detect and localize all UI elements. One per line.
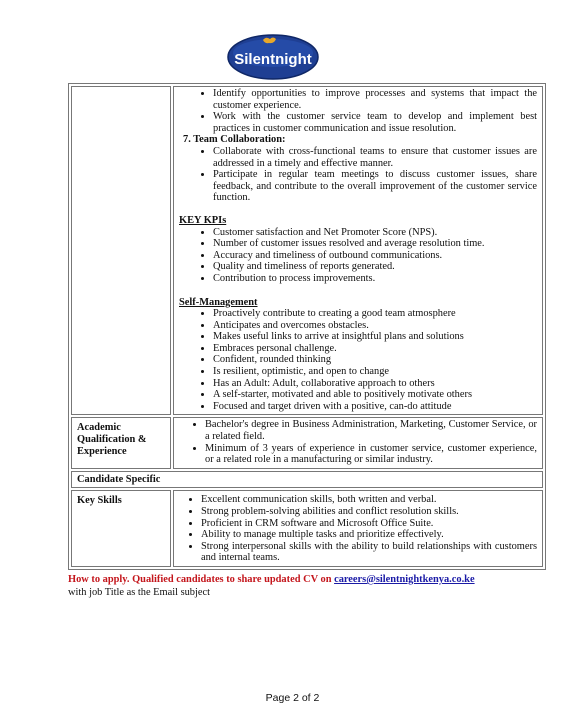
logo-wordmark: Silentnight	[234, 51, 312, 68]
list-item: • Participate in regular team meetings to discuss customer issues, share feedback, and contribute to the overall improvement of the customer service function.	[213, 169, 537, 204]
list-item: • Proactively contribute to creating a good team atmosphere	[213, 308, 537, 320]
kpis-heading: KEY KPIs	[179, 214, 227, 226]
list-item: • Proficient in CRM software and Microsoft Office Suite.	[201, 518, 537, 530]
candidate-specific-label: Candidate Specific	[71, 471, 543, 489]
responsibilities-content-cell	[173, 86, 543, 415]
kpis-list	[179, 227, 537, 285]
self-management-heading: Self-Management	[179, 296, 258, 308]
list-item: • Accuracy and timeliness of outbound communications.	[213, 250, 537, 262]
list-item: • Quality and timeliness of reports generated.	[213, 261, 537, 273]
how-to-apply	[68, 573, 548, 599]
company-logo	[227, 34, 319, 80]
job-description-table	[68, 83, 546, 570]
self-management-list	[179, 308, 537, 412]
silentnight-logo-graphic	[227, 34, 319, 80]
list-item: • Minimum of 3 years of experience in customer service, customer experience, or a related role in a manufacturing or similar industry.	[205, 443, 537, 466]
responsibilities-label-cell	[71, 86, 171, 415]
how-to-apply-text: How to apply. Qualified candidates to share updated CV on	[68, 574, 335, 585]
list-item: • Collaborate with cross-functional teams to ensure that customer issues are addressed in a timely and effective manner.	[213, 146, 537, 169]
key-skills-label: Key Skills	[71, 490, 171, 567]
list-item: • Is resilient, optimistic, and open to change	[213, 366, 537, 378]
list-item: • Has an Adult: Adult, collaborative approach to others	[213, 378, 537, 390]
team-collaboration-heading: 7. Team Collaboration:	[183, 134, 286, 146]
responsibilities-continued-list	[179, 88, 537, 134]
responsibilities-row	[71, 86, 543, 415]
academic-content-cell	[173, 417, 543, 468]
email-subject-note: with job Title as the Email subject	[68, 587, 210, 598]
list-item: • Makes useful links to arrive at insightful plans and solutions	[213, 331, 537, 343]
list-item: • Customer satisfaction and Net Promoter Score (NPS).	[213, 227, 537, 239]
list-item: • Confident, rounded thinking	[213, 354, 537, 366]
list-item: • Work with the customer service team to develop and implement best practices in customer communication and issue resolution.	[213, 111, 537, 134]
key-skills-list	[179, 494, 537, 564]
list-item: • Anticipates and overcomes obstacles.	[213, 320, 537, 332]
list-item: • Focused and target driven with a positive, can-do attitude	[213, 401, 537, 413]
list-item: • Bachelor's degree in Business Administration, Marketing, Customer Service, or a related field.	[205, 419, 537, 442]
key-skills-content-cell	[173, 490, 543, 567]
list-item: • Strong interpersonal skills with the ability to build relationships with customers and internal teams.	[201, 541, 537, 564]
list-item: • Embraces personal challenge.	[213, 343, 537, 355]
academic-label: Academic Qualification & Experience	[71, 417, 171, 468]
page-number: Page 2 of 2	[265, 692, 320, 704]
key-skills-row	[71, 490, 543, 567]
list-item: • Ability to manage multiple tasks and prioritize effectively.	[201, 529, 537, 541]
list-item: • Number of customer issues resolved and average resolution time.	[213, 238, 537, 250]
list-item: • A self-starter, motivated and able to positively motivate others	[213, 389, 537, 401]
list-item: • Strong problem-solving abilities and conflict resolution skills.	[201, 506, 537, 518]
team-collaboration-list	[179, 146, 537, 204]
careers-email-link[interactable]: careers@silentnightkenya.co.ke	[334, 574, 475, 585]
list-item: • Excellent communication skills, both written and verbal.	[201, 494, 537, 506]
list-item: • Contribution to process improvements.	[213, 273, 537, 285]
list-item: • Identify opportunities to improve processes and systems that impact the customer experience.	[213, 88, 537, 111]
academic-row	[71, 417, 543, 468]
academic-list	[179, 419, 537, 465]
candidate-specific-row	[71, 471, 543, 489]
